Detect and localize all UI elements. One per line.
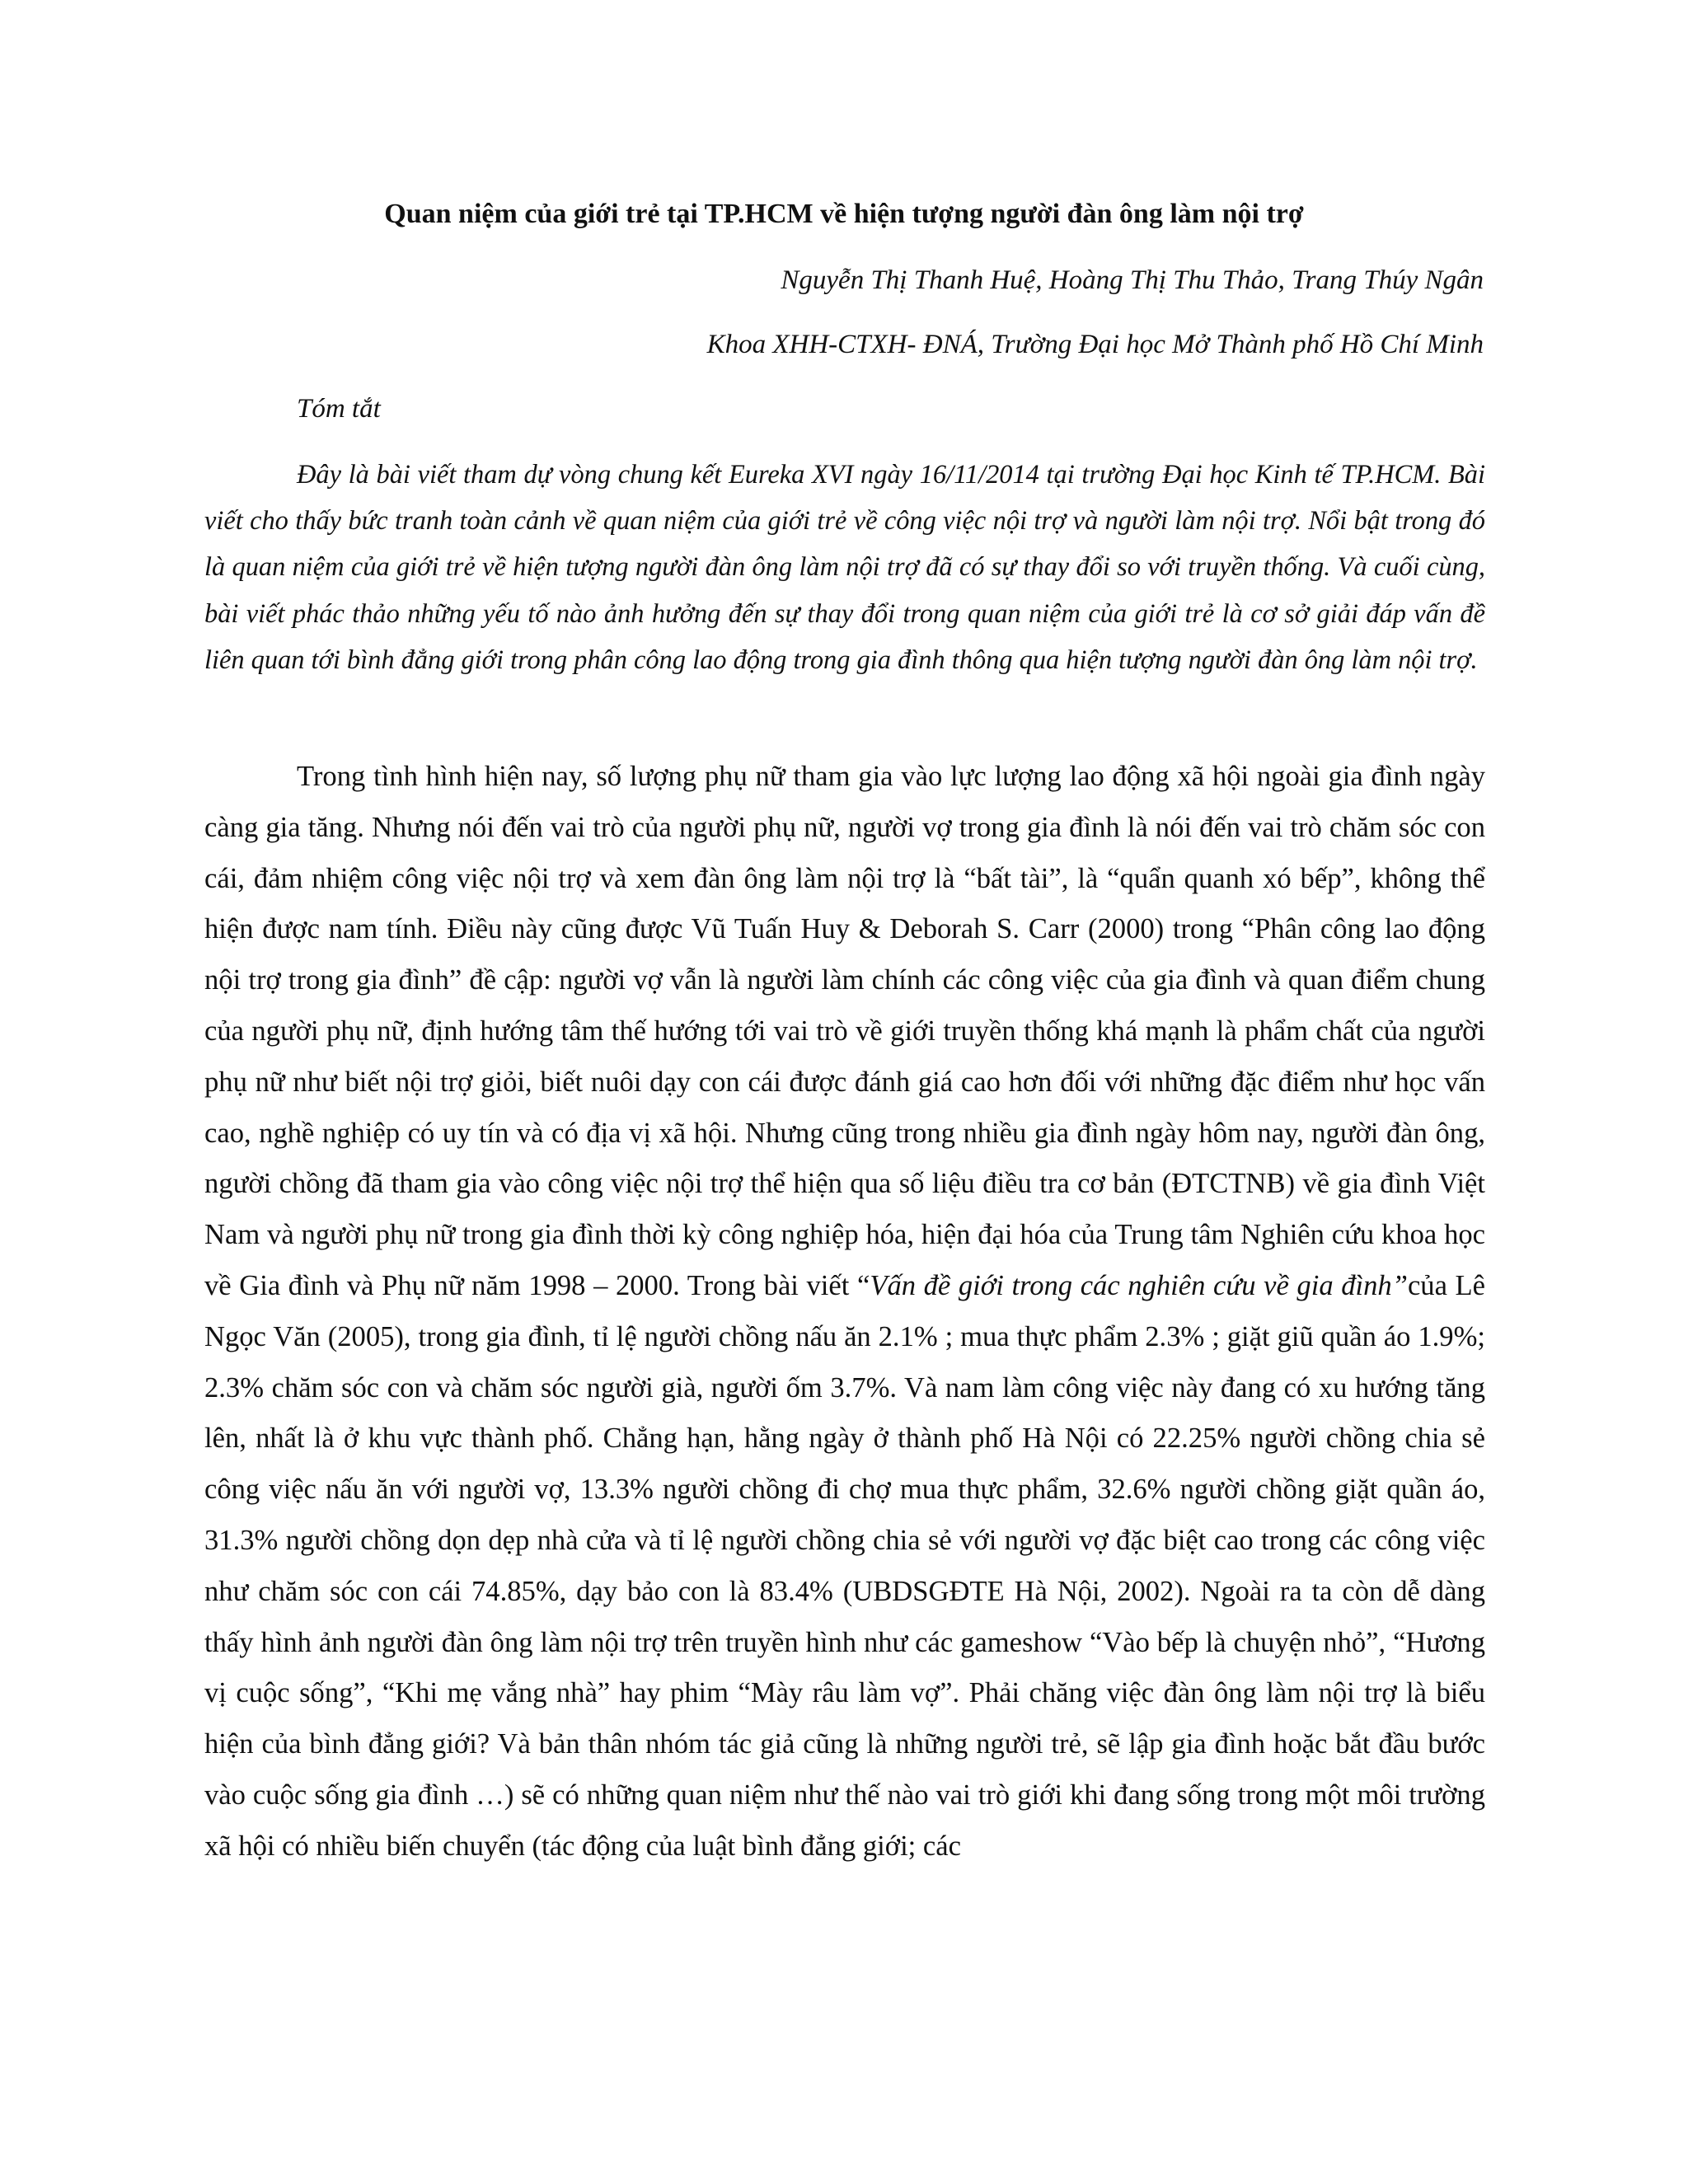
body-text-part-1: Trong tình hình hiện nay, số lượng phụ nữ tham gia vào lực lượng lao động xã hội ngoài gia đình ngày càng gia tăng. Nhưng nói đến vai trò của người phụ nữ, người vợ trong gia đình là nói đến vai trò chăm sóc con cái, đảm nhiệm công việc nội trợ và xem đàn ông làm nội trợ là “bất tài”, là “quẩn quanh xó bếp”, không thể hiện được nam tính. Điều này cũng được Vũ Tuấn Huy & Deborah S. Carr (2000) trong “Phân công lao động nội trợ trong gia đình” đề cập: người vợ vẫn là người làm chính các công việc của gia đình và quan điểm chung của người phụ nữ, định hướng tâm thế hướng tới vai trò về giới truyền thống khá mạnh là phẩm chất của người phụ nữ như biết nội trợ giỏi, biết nuôi dạy con cái được đánh giá cao hơn đối với những đặc điểm như học vấn cao, nghề nghiệp có uy tín và có địa vị xã hội. Nhưng cũng trong nhiều gia đình ngày hôm nay, người đàn ông, người chồng đã tham gia vào công việc nội trợ thể hiện qua số liệu điều tra cơ bản (ĐTCTNB) về gia đình Việt Nam và người phụ nữ trong gia đình thời kỳ công nghiệp hóa, hiện đại hóa của Trung tâm Nghiên cứu khoa học về Gia đình và Phụ nữ năm 1998 – 2000. Trong bài viết “: [204, 761, 1485, 1301]
author-affiliation: Khoa XHH-CTXH- ĐNÁ, Trường Đại học Mở Thành phố Hồ Chí Minh: [706, 330, 1484, 359]
abstract-paragraph: Đây là bài viết tham dự vòng chung kết Eureka XVI ngày 16/11/2014 tại trường Đại học Kinh tế TP.HCM. Bài viết cho thấy bức tranh toàn cảnh về quan niệm của giới trẻ về công việc nội trợ và người làm nội trợ. Nổi bật trong đó là quan niệm của giới trẻ về hiện tượng người đàn ông làm nội trợ đã có sự thay đổi so với truyền thống. Và cuối cùng, bài viết phác thảo những yếu tố nào ảnh hưởng đến sự thay đổi trong quan niệm của giới trẻ là cơ sở giải đáp vấn đề liên quan tới bình đẳng giới trong phân công lao động trong gia đình thông qua hiện tượng người đàn ông làm nội trợ.: [204, 460, 1485, 675]
body-text-part-2: của Lê Ngọc Văn (2005), trong gia đình, tỉ lệ người chồng nấu ăn 2.1% ; mua thực phẩm 2.3% ; giặt giũ quần áo 1.9%; 2.3% chăm sóc con và chăm sóc người già, người ốm 3.7%. Và nam làm công việc này đang có xu hướng tăng lên, nhất là ở khu vực thành phố. Chẳng hạn, hằng ngày ở thành phố Hà Nội có 22.25% người chồng chia sẻ công việc nấu ăn với người vợ, 13.3% người chồng đi chợ mua thực phẩm, 32.6% người chồng giặt quần áo, 31.3% người chồng dọn dẹp nhà cửa và tỉ lệ người chồng chia sẻ với người vợ đặc biệt cao trong các công việc như chăm sóc con cái 74.85%, dạy bảo con là 83.4% (UBDSGĐTE Hà Nội, 2002). Ngoài ra ta còn dễ dàng thấy hình ảnh người đàn ông làm nội trợ trên truyền hình như các gameshow “Vào bếp là chuyện nhỏ”, “Hương vị cuộc sống”, “Khi mẹ vắng nhà” hay phim “Mày râu làm vợ”. Phải chăng việc đàn ông làm nội trợ là biểu hiện của bình đẳng giới? Và bản thân nhóm tác giả cũng là những người trẻ, sẽ lập gia đình hoặc bắt đầu bước vào cuộc sống gia đình …) sẽ có những quan niệm như thế nào vai trò giới khi đang sống trong một môi trường xã hội có nhiều biến chuyển (tác động của luật bình đẳng giới; các: [204, 1269, 1486, 1862]
cited-work-title: Vấn đề giới trong các nghiên cứu về gia đình”: [870, 1269, 1408, 1301]
body-paragraph: [204, 752, 1485, 1872]
abstract-heading: Tóm tắt: [297, 394, 381, 424]
author-list: Nguyễn Thị Thanh Huệ, Hoàng Thị Thu Thảo, Trang Thúy Ngân: [781, 265, 1484, 295]
document-title: Quan niệm của giới trẻ tại TP.HCM về hiện tượng người đàn ông làm nội trợ: [384, 199, 1304, 229]
